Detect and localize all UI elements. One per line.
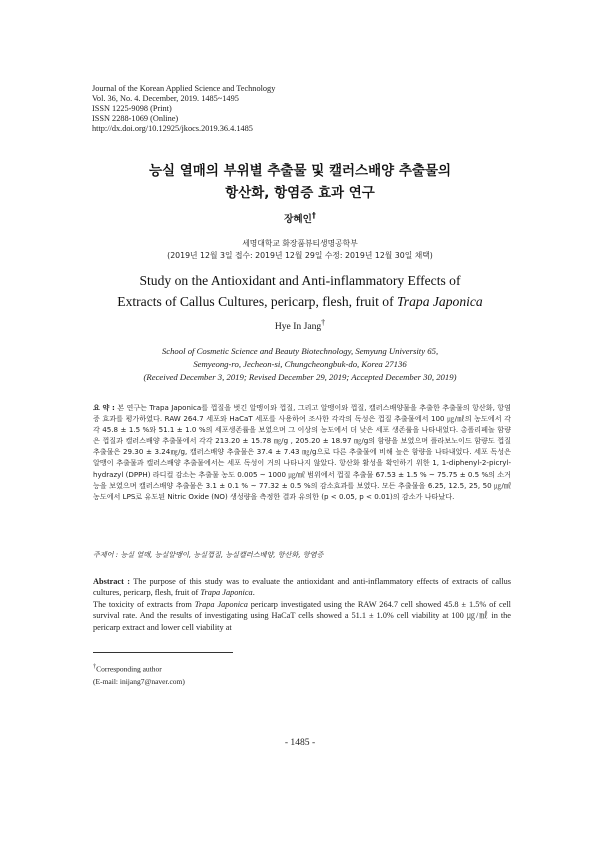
journal-info xyxy=(92,84,512,134)
footnote-mark: † xyxy=(93,663,97,670)
abstract-english-s2: The toxicity of extracts from xyxy=(93,599,195,609)
abstract-english-species-2: Trapa Japonica xyxy=(194,599,248,609)
title-english-species: Trapa Japonica xyxy=(397,294,483,309)
abstract-english-s2-rest: pericarp investigated using the RAW 264.7 cell showed 45.8 ± 1.5% of cell survival rate. And the results of investigating using HaCaT cells showed a 51.1 ± 1.0% cell viability at 100 ㎍/㎖ in the pericarp extract and lower cell viability at xyxy=(93,599,511,632)
abstract-english-s1: The purpose of this study was to evaluate the antioxidant and anti-inflammatory effects of extracts of callus cultures, pericarp, flesh, fruit of xyxy=(93,577,511,598)
title-korean xyxy=(60,160,540,204)
title-english-line2 xyxy=(60,291,540,312)
title-korean-line2: 항산화, 항염증 효과 연구 xyxy=(225,185,375,201)
footnote xyxy=(93,661,393,688)
footnote-line1 xyxy=(93,661,393,676)
title-english-line2-text: Extracts of Callus Cultures, pericarp, flesh, fruit of xyxy=(117,294,397,309)
abstract-korean xyxy=(93,402,511,502)
dates-korean: (2019년 12월 3일 접수: 2019년 12월 29일 수정: 2019년 12월 30일 채택) xyxy=(167,251,433,260)
dates-english: (Received December 3, 2019; Revised December 29, 2019; Accepted December 30, 2019) xyxy=(143,372,457,383)
abstract-korean-label: 요 약 : xyxy=(93,403,115,412)
corresponding-mark: † xyxy=(311,211,316,220)
affiliation-english-line1: School of Cosmetic Science and Beauty Biotechnology, Semyung University 65, xyxy=(161,346,439,356)
footnote-corresponding: Corresponding author xyxy=(96,664,162,674)
author-english xyxy=(60,318,540,332)
title-english xyxy=(60,270,540,312)
journal-issn-online: ISSN 2288-1069 (Online) xyxy=(92,114,179,123)
journal-doi: http://dx.doi.org/10.12925/jkocs.2019.36.4.1485 xyxy=(92,124,253,133)
author-korean xyxy=(60,211,540,225)
footnote-email: (E-mail: inijang7@naver.com) xyxy=(93,676,185,686)
footnote-divider xyxy=(93,652,233,653)
affiliation-korean-school: 세명대학교 화장품뷰티생명공학부 xyxy=(242,239,358,248)
page-number: - 1485 - xyxy=(284,737,316,748)
journal-issn-print: ISSN 1225-9098 (Print) xyxy=(92,104,172,113)
abstract-english-label: Abstract : xyxy=(93,577,131,586)
affiliation-english-line2: Semyeong-ro, Jecheon-si, Chungcheongbuk-do, Korea 27136 xyxy=(193,359,407,370)
affiliation-korean xyxy=(40,238,560,262)
corresponding-mark-en: † xyxy=(321,318,326,327)
keywords-korean: 주제어 : 능실 열매, 능실알맹이, 능실껍질, 능실캘러스배양, 항산화, 항염증 xyxy=(93,550,324,559)
abstract-english-s1-end: . xyxy=(252,588,255,598)
affiliation-english xyxy=(40,345,560,385)
author-korean-name: 장혜인 xyxy=(284,214,312,226)
abstract-english-species-1: Trapa Japonica xyxy=(200,588,253,598)
author-english-name: Hye In Jang xyxy=(274,321,322,333)
abstract-korean-text: 본 연구는 Trapa Japonica를 껍질을 벗긴 알맹이와 껍질, 그리고 알맹이와 껍질, 캘러스배양물을 추출한 추출물의 항산화, 항염증 효과를 평가하였다. RAW 264.7 세포와 HaCaT 세포를 사용하여 조사한 각각의 독성은 껍질 추출물에서 100 ㎍/㎖의 농도에서 각각 45.8 ± 1.5 %와 51.1 ± 1.0 %의 세포생존률을 보였으며 그 이상의 농도에서 더 낮은 세포 생존률을 나타내었다. 총폴리페놀 함량은 껍질과 캘러스배양 추출물에서 각각 213.20 ± 15.78 ㎎/g , 205.20 ± 18.97 ㎎/g의 함량을 보였으며 플라보노이드 함량도 껍질 추출물은 29.30 ± 3.24㎎/g, 캘러스배양 추출물은 37.4 ± 7.43 ㎎/g으로 다른 추출물에 비해 높은 함량을 나타내었다. 세포 독성은 알맹이 추출물과 캘러스배양 추출물에서는 세포 독성이 거의 나타나지 않았다. 항산화 활성을 확인하기 위한 1, 1-diphenyl-2-picryl-hydrazyl (DPPH) 라디컬 감소는 추출물 농도 0.005 ~ 1000 ㎍/㎖ 범위에서 껍질 추출물 67.53 ± 1.5 % ~ 75.75 ± 0.5 %의 소거능을 보였으며 캘러스배양 추출물은 3.1 ± 0.1 % ~ 77.32 ± 0.5 %의 감소효과를 보였다. 모든 추출물을 6.25, 12.5, 25, 50 ㎍/㎖ 농도에서 LPS로 유도된 Nitric Oxide (NO) 생성량을 측정한 결과 유의한 (p < 0.05, p < 0.01)의 감소가 나타났다. xyxy=(93,403,511,501)
title-english-line1: Study on the Antioxidant and Anti-inflammatory Effects of xyxy=(139,273,461,288)
journal-volume: Vol. 36, No. 4. December, 2019. 1485~1495 xyxy=(92,94,239,103)
journal-name: Journal of the Korean Applied Science and Technology xyxy=(92,84,276,93)
title-korean-line1: 능실 열매의 부위별 추출물 및 캘러스배양 추출물의 xyxy=(148,163,452,179)
abstract-english xyxy=(93,576,511,633)
